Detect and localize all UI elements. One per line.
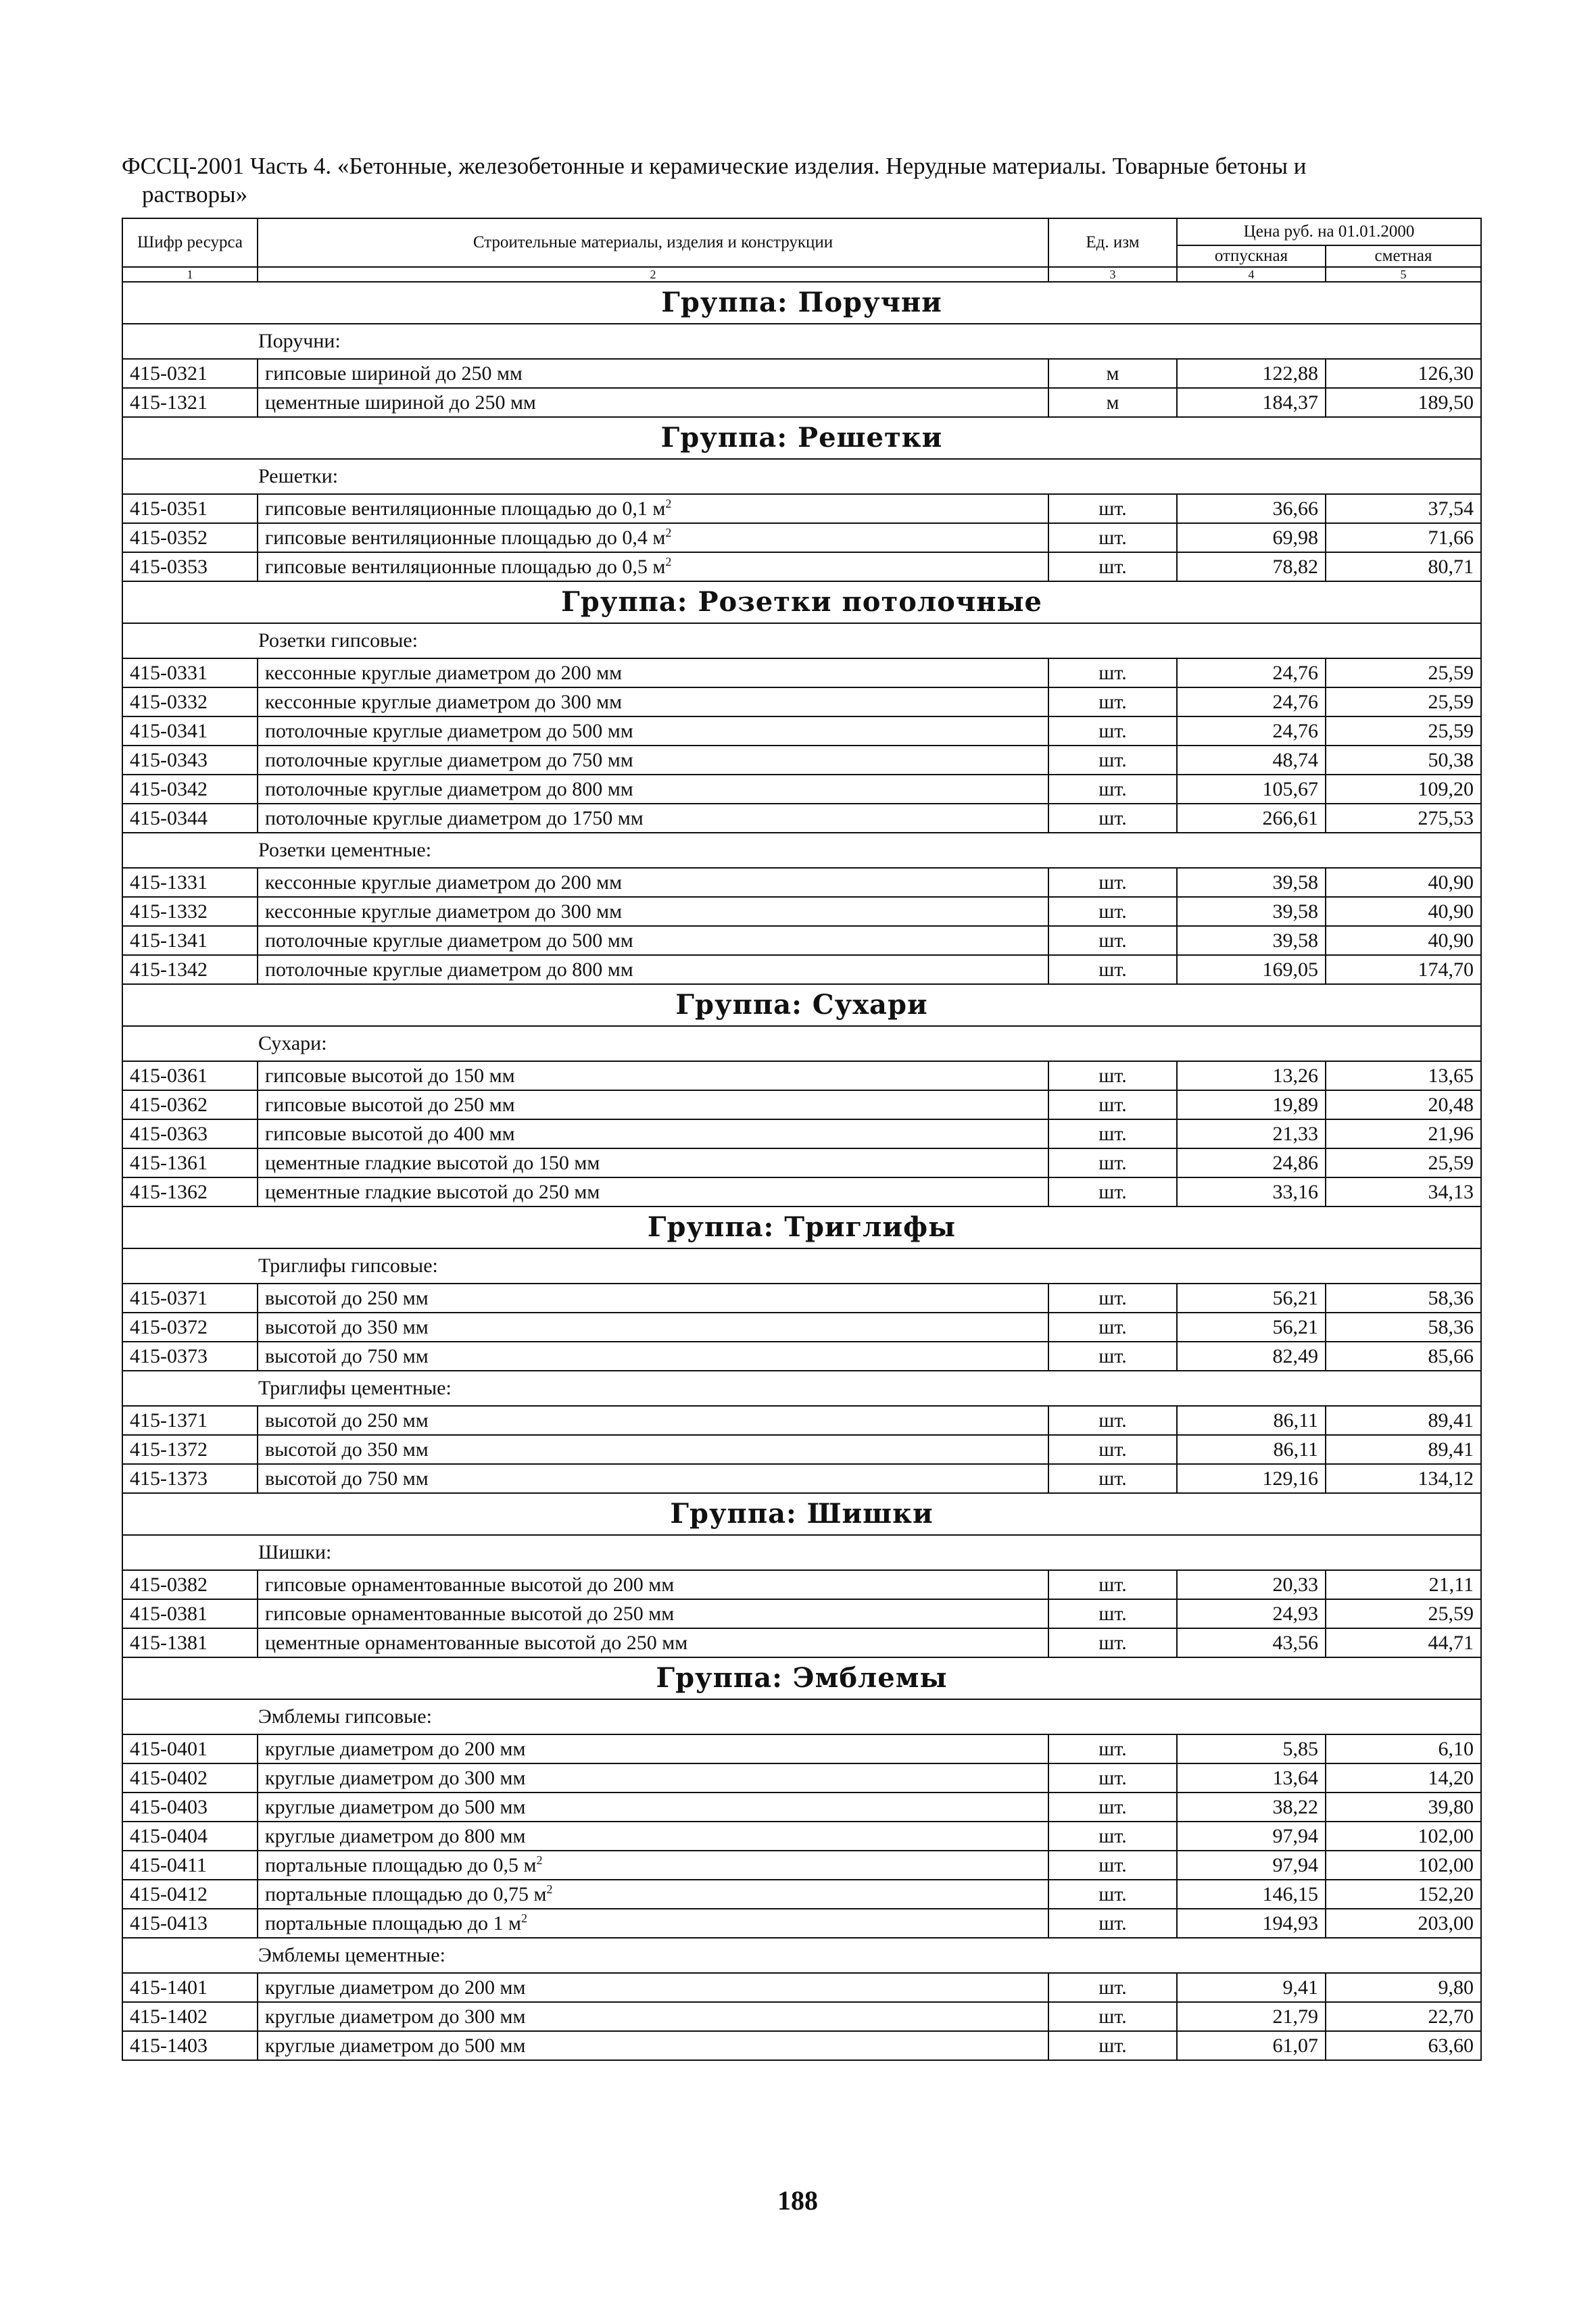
column-number: 4 — [1177, 267, 1326, 282]
estimate-price: 44,71 — [1326, 1628, 1481, 1657]
group-title: Группа: Поручни — [122, 282, 1481, 324]
table-row — [122, 1973, 1481, 2002]
resource-code: 415-0362 — [122, 1090, 258, 1119]
material-name — [258, 1851, 1048, 1880]
material-name: гипсовые высотой до 400 мм — [258, 1119, 1048, 1148]
material-name: круглые диаметром до 300 мм — [258, 2002, 1048, 2031]
wholesale-price: 56,21 — [1177, 1284, 1326, 1313]
superscript: 2 — [536, 1853, 543, 1867]
group-header-row — [122, 1493, 1481, 1535]
document-title-line1: ФССЦ-2001 Часть 4. «Бетонные, железобетонные и керамические изделия. Нерудные материалы. Товарные бетоны и — [122, 153, 1307, 179]
table-row — [122, 1435, 1481, 1464]
material-name: гипсовые высотой до 250 мм — [258, 1090, 1048, 1119]
wholesale-price: 56,21 — [1177, 1313, 1326, 1342]
resource-code: 415-0371 — [122, 1284, 258, 1313]
table-row — [122, 926, 1481, 955]
material-name: круглые диаметром до 800 мм — [258, 1822, 1048, 1851]
header-estimate: сметная — [1326, 245, 1481, 267]
resource-code: 415-0402 — [122, 1763, 258, 1793]
table-row — [122, 746, 1481, 775]
estimate-price: 134,12 — [1326, 1464, 1481, 1493]
superscript: 2 — [665, 554, 672, 568]
table-row — [122, 1734, 1481, 1763]
unit-of-measure: шт. — [1048, 1119, 1177, 1148]
material-name-text: гипсовые вентиляционные площадью до 0,4 м — [265, 526, 666, 549]
table-row — [122, 1909, 1481, 1938]
wholesale-price: 184,37 — [1177, 388, 1326, 417]
resource-code: 415-0411 — [122, 1851, 258, 1880]
estimate-price: 6,10 — [1326, 1734, 1481, 1763]
wholesale-price: 78,82 — [1177, 552, 1326, 581]
estimate-price: 102,00 — [1326, 1822, 1481, 1851]
column-number: 2 — [258, 267, 1048, 282]
wholesale-price: 21,79 — [1177, 2002, 1326, 2031]
estimate-price: 25,59 — [1326, 1599, 1481, 1628]
estimate-price: 58,36 — [1326, 1284, 1481, 1313]
resource-code: 415-0403 — [122, 1793, 258, 1822]
subgroup-row — [122, 1699, 1481, 1734]
unit-of-measure: шт. — [1048, 687, 1177, 716]
subgroup-label: Решетки: — [122, 459, 1481, 494]
table-row — [122, 2031, 1481, 2060]
material-name: гипсовые орнаментованные высотой до 250 мм — [258, 1599, 1048, 1628]
table-row — [122, 1880, 1481, 1909]
group-title: Группа: Эмблемы — [122, 1657, 1481, 1699]
subgroup-row — [122, 324, 1481, 359]
resource-code: 415-1341 — [122, 926, 258, 955]
material-name: круглые диаметром до 500 мм — [258, 1793, 1048, 1822]
group-title: Группа: Триглифы — [122, 1207, 1481, 1248]
table-row — [122, 1313, 1481, 1342]
unit-of-measure: шт. — [1048, 1628, 1177, 1657]
subgroup-label: Розетки цементные: — [122, 833, 1481, 868]
estimate-price: 37,54 — [1326, 494, 1481, 523]
unit-of-measure: шт. — [1048, 1406, 1177, 1435]
table-row — [122, 1406, 1481, 1435]
estimate-price: 40,90 — [1326, 868, 1481, 897]
superscript: 2 — [665, 496, 672, 510]
material-name: гипсовые высотой до 150 мм — [258, 1061, 1048, 1090]
unit-of-measure: шт. — [1048, 1464, 1177, 1493]
estimate-price: 21,96 — [1326, 1119, 1481, 1148]
estimate-price: 63,60 — [1326, 2031, 1481, 2060]
table-row — [122, 1822, 1481, 1851]
material-name: высотой до 750 мм — [258, 1342, 1048, 1371]
unit-of-measure: шт. — [1048, 1342, 1177, 1371]
material-name: цементные орнаментованные высотой до 250 мм — [258, 1628, 1048, 1657]
group-header-row — [122, 417, 1481, 459]
unit-of-measure: шт. — [1048, 1909, 1177, 1938]
unit-of-measure: шт. — [1048, 1973, 1177, 2002]
table-body — [122, 282, 1481, 2060]
estimate-price: 275,53 — [1326, 804, 1481, 833]
material-name: высотой до 350 мм — [258, 1313, 1048, 1342]
header-code: Шифр ресурса — [122, 218, 258, 267]
unit-of-measure: шт. — [1048, 716, 1177, 746]
estimate-price: 85,66 — [1326, 1342, 1481, 1371]
wholesale-price: 24,76 — [1177, 658, 1326, 687]
table-row — [122, 1464, 1481, 1493]
wholesale-price: 9,41 — [1177, 1973, 1326, 2002]
wholesale-price: 39,58 — [1177, 868, 1326, 897]
table-row — [122, 359, 1481, 388]
wholesale-price: 86,11 — [1177, 1406, 1326, 1435]
column-number: 3 — [1048, 267, 1177, 282]
resource-code: 415-0404 — [122, 1822, 258, 1851]
table-row — [122, 1177, 1481, 1207]
estimate-price: 71,66 — [1326, 523, 1481, 552]
material-name: круглые диаметром до 200 мм — [258, 1973, 1048, 2002]
unit-of-measure: шт. — [1048, 1313, 1177, 1342]
wholesale-price: 20,33 — [1177, 1570, 1326, 1599]
estimate-price: 40,90 — [1326, 926, 1481, 955]
header-price: Цена руб. на 01.01.2000 — [1177, 218, 1481, 245]
material-name — [258, 523, 1048, 552]
estimate-price: 126,30 — [1326, 359, 1481, 388]
resource-code: 415-0382 — [122, 1570, 258, 1599]
subgroup-label: Шишки: — [122, 1535, 1481, 1570]
group-header-row — [122, 581, 1481, 623]
resource-code: 415-0363 — [122, 1119, 258, 1148]
estimate-price: 25,59 — [1326, 716, 1481, 746]
table-header — [122, 218, 1481, 282]
material-name: потолочные круглые диаметром до 750 мм — [258, 746, 1048, 775]
wholesale-price: 43,56 — [1177, 1628, 1326, 1657]
subgroup-row — [122, 1248, 1481, 1284]
column-numbers-row — [122, 267, 1481, 282]
estimate-price: 189,50 — [1326, 388, 1481, 417]
group-title: Группа: Сухари — [122, 984, 1481, 1026]
unit-of-measure: шт. — [1048, 775, 1177, 804]
header-wholesale: отпускная — [1177, 245, 1326, 267]
unit-of-measure: шт. — [1048, 1851, 1177, 1880]
unit-of-measure: шт. — [1048, 804, 1177, 833]
material-name: высотой до 250 мм — [258, 1406, 1048, 1435]
unit-of-measure: шт. — [1048, 1570, 1177, 1599]
group-header-row — [122, 1207, 1481, 1248]
superscript: 2 — [521, 1911, 527, 1925]
wholesale-price: 24,86 — [1177, 1148, 1326, 1177]
resource-code: 415-1332 — [122, 897, 258, 926]
estimate-price: 22,70 — [1326, 2002, 1481, 2031]
unit-of-measure: шт. — [1048, 868, 1177, 897]
material-name: круглые диаметром до 300 мм — [258, 1763, 1048, 1793]
unit-of-measure: шт. — [1048, 1793, 1177, 1822]
unit-of-measure: м — [1048, 388, 1177, 417]
unit-of-measure: шт. — [1048, 1177, 1177, 1207]
resource-code: 415-1342 — [122, 955, 258, 984]
estimate-price: 21,11 — [1326, 1570, 1481, 1599]
subgroup-row — [122, 1938, 1481, 1973]
subgroup-row — [122, 1371, 1481, 1406]
wholesale-price: 13,64 — [1177, 1763, 1326, 1793]
estimate-price: 40,90 — [1326, 897, 1481, 926]
table-row — [122, 552, 1481, 581]
material-name: потолочные круглые диаметром до 800 мм — [258, 955, 1048, 984]
unit-of-measure: шт. — [1048, 2031, 1177, 2060]
group-title: Группа: Шишки — [122, 1493, 1481, 1535]
unit-of-measure: шт. — [1048, 658, 1177, 687]
wholesale-price: 129,16 — [1177, 1464, 1326, 1493]
unit-of-measure: шт. — [1048, 1763, 1177, 1793]
unit-of-measure: шт. — [1048, 1880, 1177, 1909]
resource-code: 415-0321 — [122, 359, 258, 388]
unit-of-measure: шт. — [1048, 1599, 1177, 1628]
subgroup-row — [122, 459, 1481, 494]
table-row — [122, 1793, 1481, 1822]
resource-code: 415-1401 — [122, 1973, 258, 2002]
table-row — [122, 658, 1481, 687]
unit-of-measure: шт. — [1048, 1148, 1177, 1177]
material-name — [258, 552, 1048, 581]
estimate-price: 203,00 — [1326, 1909, 1481, 1938]
resource-code: 415-0341 — [122, 716, 258, 746]
unit-of-measure: шт. — [1048, 1822, 1177, 1851]
resource-code: 415-0372 — [122, 1313, 258, 1342]
table-row — [122, 687, 1481, 716]
resource-code: 415-0353 — [122, 552, 258, 581]
resource-code: 415-0342 — [122, 775, 258, 804]
unit-of-measure: шт. — [1048, 1734, 1177, 1763]
estimate-price: 9,80 — [1326, 1973, 1481, 2002]
estimate-price: 14,20 — [1326, 1763, 1481, 1793]
wholesale-price: 21,33 — [1177, 1119, 1326, 1148]
table-row — [122, 1148, 1481, 1177]
group-header-row — [122, 984, 1481, 1026]
table-row — [122, 1090, 1481, 1119]
column-number: 1 — [122, 267, 258, 282]
wholesale-price: 146,15 — [1177, 1880, 1326, 1909]
unit-of-measure: шт. — [1048, 1061, 1177, 1090]
material-name: потолочные круглые диаметром до 1750 мм — [258, 804, 1048, 833]
estimate-price: 20,48 — [1326, 1090, 1481, 1119]
estimate-price: 13,65 — [1326, 1061, 1481, 1090]
estimate-price: 39,80 — [1326, 1793, 1481, 1822]
subgroup-label: Триглифы цементные: — [122, 1371, 1481, 1406]
table-row — [122, 804, 1481, 833]
subgroup-label: Розетки гипсовые: — [122, 623, 1481, 658]
unit-of-measure: шт. — [1048, 1284, 1177, 1313]
resource-code: 415-0331 — [122, 658, 258, 687]
estimate-price: 102,00 — [1326, 1851, 1481, 1880]
page-number: 188 — [777, 2185, 818, 2216]
unit-of-measure: шт. — [1048, 1090, 1177, 1119]
subgroup-row — [122, 623, 1481, 658]
wholesale-price: 39,58 — [1177, 926, 1326, 955]
estimate-price: 25,59 — [1326, 687, 1481, 716]
wholesale-price: 122,88 — [1177, 359, 1326, 388]
header-unit: Ед. изм — [1048, 218, 1177, 267]
resource-code: 415-1362 — [122, 1177, 258, 1207]
resource-code: 415-1331 — [122, 868, 258, 897]
resource-code: 415-1321 — [122, 388, 258, 417]
resource-code: 415-1402 — [122, 2002, 258, 2031]
resource-code: 415-0413 — [122, 1909, 258, 1938]
wholesale-price: 5,85 — [1177, 1734, 1326, 1763]
material-name — [258, 494, 1048, 523]
resource-code: 415-1372 — [122, 1435, 258, 1464]
material-name-text: гипсовые вентиляционные площадью до 0,1 м — [265, 497, 666, 520]
resource-code: 415-0351 — [122, 494, 258, 523]
resource-code: 415-1403 — [122, 2031, 258, 2060]
material-name: цементные гладкие высотой до 150 мм — [258, 1148, 1048, 1177]
wholesale-price: 39,58 — [1177, 897, 1326, 926]
material-name: круглые диаметром до 500 мм — [258, 2031, 1048, 2060]
resource-code: 415-0381 — [122, 1599, 258, 1628]
table-row — [122, 494, 1481, 523]
material-name: цементные шириной до 250 мм — [258, 388, 1048, 417]
wholesale-price: 105,67 — [1177, 775, 1326, 804]
table-row — [122, 1628, 1481, 1657]
material-name: цементные гладкие высотой до 250 мм — [258, 1177, 1048, 1207]
wholesale-price: 13,26 — [1177, 1061, 1326, 1090]
resource-code: 415-0361 — [122, 1061, 258, 1090]
wholesale-price: 82,49 — [1177, 1342, 1326, 1371]
resource-code: 415-1381 — [122, 1628, 258, 1657]
subgroup-label: Триглифы гипсовые: — [122, 1248, 1481, 1284]
unit-of-measure: шт. — [1048, 494, 1177, 523]
table-row — [122, 775, 1481, 804]
estimate-price: 152,20 — [1326, 1880, 1481, 1909]
wholesale-price: 266,61 — [1177, 804, 1326, 833]
subgroup-label: Эмблемы гипсовые: — [122, 1699, 1481, 1734]
document-title-line2: растворы» — [142, 181, 248, 208]
subgroup-label: Эмблемы цементные: — [122, 1938, 1481, 1973]
wholesale-price: 194,93 — [1177, 1909, 1326, 1938]
material-name: кессонные круглые диаметром до 300 мм — [258, 687, 1048, 716]
subgroup-row — [122, 833, 1481, 868]
resource-code: 415-0344 — [122, 804, 258, 833]
estimate-price: 50,38 — [1326, 746, 1481, 775]
document-title — [122, 152, 1487, 209]
table-row — [122, 388, 1481, 417]
table-row — [122, 1284, 1481, 1313]
table-row — [122, 1763, 1481, 1793]
material-name — [258, 1909, 1048, 1938]
material-name: потолочные круглые диаметром до 500 мм — [258, 716, 1048, 746]
subgroup-row — [122, 1535, 1481, 1570]
superscript: 2 — [665, 525, 672, 539]
resource-code: 415-1361 — [122, 1148, 258, 1177]
resource-code: 415-0412 — [122, 1880, 258, 1909]
table-row — [122, 1342, 1481, 1371]
material-name-text: портальные площадью до 0,75 м — [265, 1882, 547, 1905]
material-name-text: гипсовые вентиляционные площадью до 0,5 м — [265, 555, 666, 578]
wholesale-price: 97,94 — [1177, 1851, 1326, 1880]
superscript: 2 — [546, 1882, 553, 1896]
material-name: потолочные круглые диаметром до 500 мм — [258, 926, 1048, 955]
material-name: высотой до 350 мм — [258, 1435, 1048, 1464]
material-name-text: портальные площадью до 0,5 м — [265, 1853, 537, 1876]
unit-of-measure: шт. — [1048, 1435, 1177, 1464]
table-row — [122, 523, 1481, 552]
material-name: высотой до 750 мм — [258, 1464, 1048, 1493]
wholesale-price: 24,93 — [1177, 1599, 1326, 1628]
table-row — [122, 1599, 1481, 1628]
material-name: кессонные круглые диаметром до 200 мм — [258, 868, 1048, 897]
group-header-row — [122, 1657, 1481, 1699]
material-name: кессонные круглые диаметром до 200 мм — [258, 658, 1048, 687]
unit-of-measure: м — [1048, 359, 1177, 388]
table-row — [122, 1061, 1481, 1090]
unit-of-measure: шт. — [1048, 552, 1177, 581]
material-name-text: портальные площадью до 1 м — [265, 1911, 521, 1934]
estimate-price: 25,59 — [1326, 658, 1481, 687]
wholesale-price: 169,05 — [1177, 955, 1326, 984]
price-table — [122, 218, 1482, 2061]
estimate-price: 34,13 — [1326, 1177, 1481, 1207]
subgroup-row — [122, 1026, 1481, 1061]
estimate-price: 89,41 — [1326, 1406, 1481, 1435]
wholesale-price: 38,22 — [1177, 1793, 1326, 1822]
material-name — [258, 1880, 1048, 1909]
resource-code: 415-1373 — [122, 1464, 258, 1493]
table-row — [122, 716, 1481, 746]
estimate-price: 25,59 — [1326, 1148, 1481, 1177]
column-number: 5 — [1326, 267, 1481, 282]
wholesale-price: 86,11 — [1177, 1435, 1326, 1464]
wholesale-price: 24,76 — [1177, 687, 1326, 716]
unit-of-measure: шт. — [1048, 897, 1177, 926]
group-title: Группа: Решетки — [122, 417, 1481, 459]
table-row — [122, 2002, 1481, 2031]
table-row — [122, 955, 1481, 984]
material-name: высотой до 250 мм — [258, 1284, 1048, 1313]
resource-code: 415-1371 — [122, 1406, 258, 1435]
unit-of-measure: шт. — [1048, 523, 1177, 552]
wholesale-price: 69,98 — [1177, 523, 1326, 552]
material-name: круглые диаметром до 200 мм — [258, 1734, 1048, 1763]
subgroup-label: Поручни: — [122, 324, 1481, 359]
material-name: гипсовые шириной до 250 мм — [258, 359, 1048, 388]
wholesale-price: 97,94 — [1177, 1822, 1326, 1851]
material-name: потолочные круглые диаметром до 800 мм — [258, 775, 1048, 804]
wholesale-price: 24,76 — [1177, 716, 1326, 746]
material-name: кессонные круглые диаметром до 300 мм — [258, 897, 1048, 926]
estimate-price: 80,71 — [1326, 552, 1481, 581]
estimate-price: 109,20 — [1326, 775, 1481, 804]
resource-code: 415-0343 — [122, 746, 258, 775]
table-row — [122, 1119, 1481, 1148]
resource-code: 415-0373 — [122, 1342, 258, 1371]
group-header-row — [122, 282, 1481, 324]
wholesale-price: 48,74 — [1177, 746, 1326, 775]
unit-of-measure: шт. — [1048, 2002, 1177, 2031]
estimate-price: 58,36 — [1326, 1313, 1481, 1342]
resource-code: 415-0352 — [122, 523, 258, 552]
wholesale-price: 33,16 — [1177, 1177, 1326, 1207]
resource-code: 415-0332 — [122, 687, 258, 716]
header-name: Строительные материалы, изделия и конструкции — [258, 218, 1048, 267]
table-row — [122, 897, 1481, 926]
material-name: гипсовые орнаментованные высотой до 200 мм — [258, 1570, 1048, 1599]
estimate-price: 174,70 — [1326, 955, 1481, 984]
table-row — [122, 868, 1481, 897]
wholesale-price: 36,66 — [1177, 494, 1326, 523]
unit-of-measure: шт. — [1048, 926, 1177, 955]
estimate-price: 89,41 — [1326, 1435, 1481, 1464]
unit-of-measure: шт. — [1048, 746, 1177, 775]
unit-of-measure: шт. — [1048, 955, 1177, 984]
table-row — [122, 1570, 1481, 1599]
wholesale-price: 61,07 — [1177, 2031, 1326, 2060]
resource-code: 415-0401 — [122, 1734, 258, 1763]
group-title: Группа: Розетки потолочные — [122, 581, 1481, 623]
subgroup-label: Сухари: — [122, 1026, 1481, 1061]
table-row — [122, 1851, 1481, 1880]
wholesale-price: 19,89 — [1177, 1090, 1326, 1119]
